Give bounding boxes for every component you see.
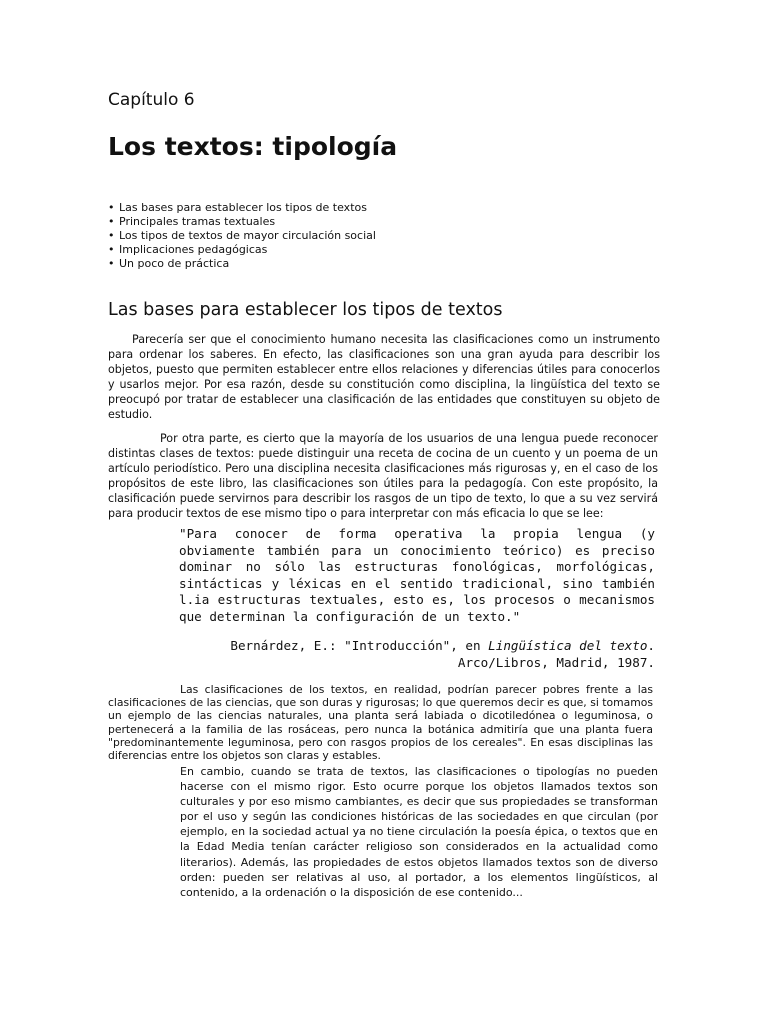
chapter-label: Capítulo 6 [108, 90, 195, 110]
citation-period: . [647, 638, 655, 653]
list-item-text: Un poco de práctica [119, 257, 230, 270]
list-item [108, 257, 376, 271]
list-item-text: Las bases para establecer los tipos de textos [119, 201, 367, 214]
bullet-icon: • [108, 215, 115, 228]
list-item-text: Principales tramas textuales [119, 215, 276, 228]
bullet-icon: • [108, 229, 115, 242]
citation-author: Bernárdez, E.: "Introducción", en [230, 638, 489, 653]
list-item-text: Implicaciones pedagógicas [119, 243, 268, 256]
bullet-icon: • [108, 201, 115, 214]
chapter-contents-list [108, 201, 376, 271]
paragraph-second: Por otra parte, es cierto que la mayoría de los usuarios de una lengua puede reconocer distintas clases de textos: puede distinguir una receta de cocina de un cuento y un poema de un artículo periodístico. Pero una disciplina necesita clasificaciones más rigurosas y, en el caso de los propósitos de este libro, las clasificaciones son útiles para la pedagogía. Con este propósito, la clasificación puede servirnos para describir los rasgos de un tipo de texto, lo que a su vez servirá para producir textos de ese mismo tipo o para interpretar con más eficacia lo que se lee: [108, 432, 658, 520]
list-item [108, 243, 376, 257]
quote-citation [179, 638, 655, 671]
section-heading: Las bases para establecer los tipos de textos [108, 300, 503, 320]
paragraph-third: Las clasificaciones de los textos, en realidad, podrían parecer pobres frente a las clasificaciones de las ciencias, que son duras y rigurosas; lo que queremos decir es que, si tomamos un ejemplo de las ciencias naturales, una planta será labiada o dicotiledónea o leguminosa, o pertenecerá a la familia de las rosáceas, pero nunca la botánica admitiría que una planta fuera "predominantemente leguminosa, pero con rasgos propios de los cereales". En esas disciplinas las diferencias entre los objetos son claras y estables. [108, 683, 653, 763]
bullet-icon: • [108, 243, 115, 256]
citation-publisher: Arco/Libros, Madrid, 1987. [457, 654, 655, 670]
list-item [108, 229, 376, 243]
paragraph-intro: Parecería ser que el conocimiento humano necesita las clasificaciones como un instrumento para ordenar los saberes. En efecto, las clasificaciones son una gran ayuda para describir los objetos, puesto que permiten establecer entre ellos relaciones y diferencias útiles para conocerlos y usarlos mejor. Por esa razón, desde su constitución como disciplina, la lingüística del texto se preocupó por tratar de establecer una clasificación de las entidades que constituyen su objeto de estudio. [108, 333, 660, 421]
paragraph-fourth: En cambio, cuando se trata de textos, las clasificaciones o tipologías no pueden hacerse con el mismo rigor. Esto ocurre porque los objetos llamados textos son culturales y por eso mismo cambiantes, es decir que sus propiedades se transforman por el uso y según las condiciones históricas de las sociedades en que circulan (por ejemplo, en la sociedad actual ya no tiene circulación la poesía épica, o textos que en la Edad Media tenían carácter religioso son considerados en la actualidad como literarios). Además, las propiedades de estos objetos llamados textos son de diverso orden: pueden ser relativas al uso, al portador, a los elementos lingüísticos, al contenido, a la ordenación o la disposición de ese contenido... [180, 765, 658, 899]
list-item-text: Los tipos de textos de mayor circulación social [119, 229, 376, 242]
chapter-title: Los textos: tipología [108, 132, 398, 161]
bullet-icon: • [108, 257, 115, 270]
list-item [108, 201, 376, 215]
list-item [108, 215, 376, 229]
citation-work-title: Lingüística del texto [488, 638, 648, 653]
block-quote: "Para conocer de forma operativa la propia lengua (y obviamente también para un conocimiento teórico) es preciso dominar no sólo las estructuras fonológicas, morfológicas, sintácticas y léxicas en el sentido tradicional, sino también l.ia estructuras textuales, esto es, los procesos o mecanismos que determinan la configuración de un texto." [179, 526, 655, 624]
